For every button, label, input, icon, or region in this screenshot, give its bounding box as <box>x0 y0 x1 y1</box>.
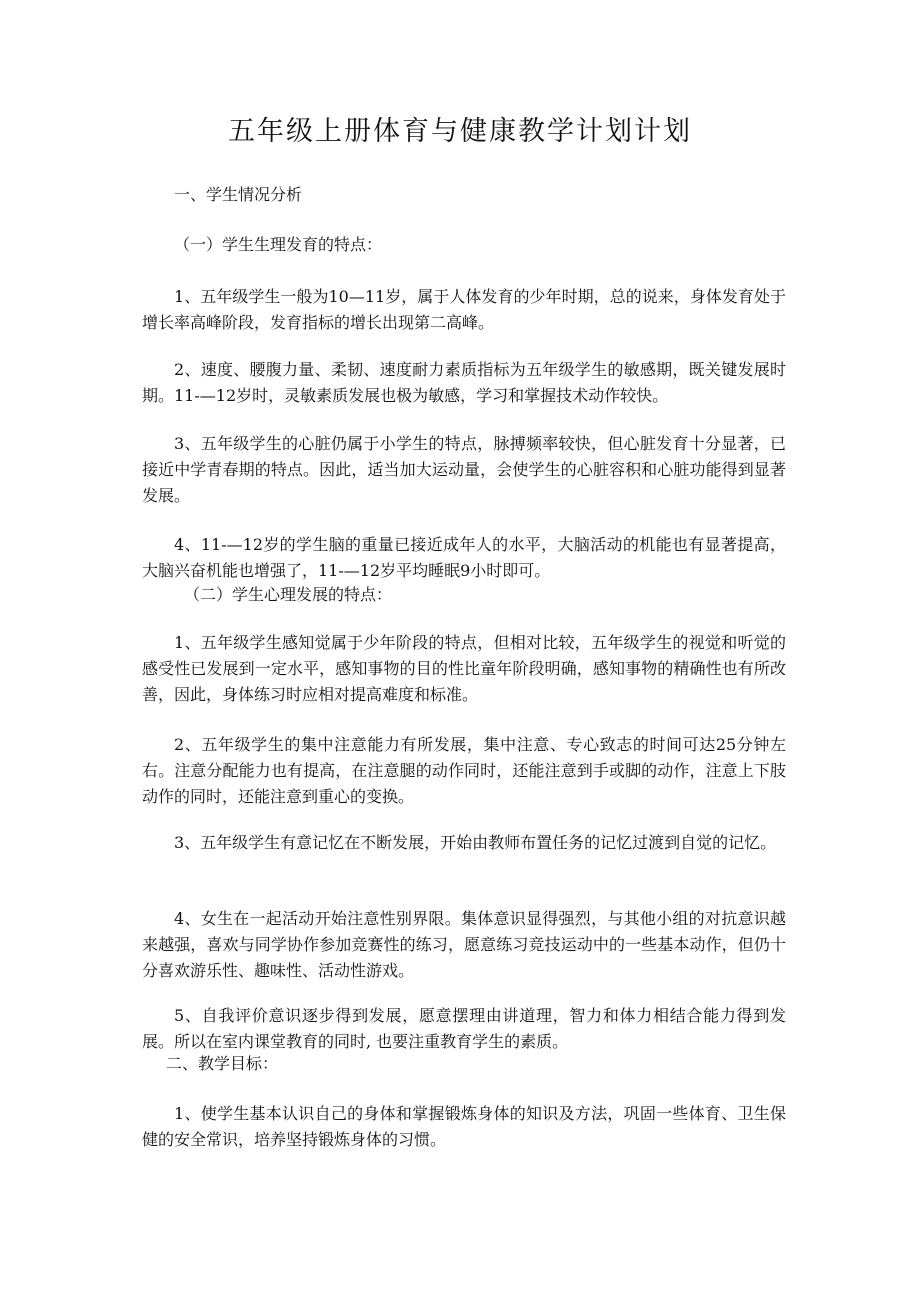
subsection-heading-physiology: （一）学生生理发育的特点： <box>174 235 383 254</box>
physiology-item-1: 1、五年级学生一般为10—11岁，属于人体发育的少年时期，总的说来，身体发育处于增长率高峰阶段，发育指标的增长出现第二高峰。 <box>142 287 786 332</box>
subsection-heading-psychology: （二）学生心理发展的特点： <box>184 585 393 604</box>
physiology-item-4: 4、11-—12岁的学生脑的重量已接近成年人的水平，大脑活动的机能也有显著提高，大脑兴奋机能也增强了，11-—12岁平均睡眠9小时即可。 <box>142 535 786 580</box>
psychology-item-4: 4、女生在一起活动开始注意性别界限。集体意识显得强烈，与其他小组的对抗意识越来越强，喜欢与同学协作参加竞赛性的练习，愿意练习竞技运动中的一些基本动作，但仍十分喜欢游乐性、趣味性、活动性游戏。 <box>142 909 786 980</box>
document-title: 五年级上册体育与健康教学计划计划 <box>228 116 692 147</box>
section-heading-teaching-goals: 二、教学目标： <box>166 1054 279 1073</box>
psychology-item-1: 1、五年级学生感知觉属于少年阶段的特点，但相对比较，五年级学生的视觉和听觉的感受性已发展到一定水平，感知事物的目的性比童年阶段明确，感知事物的精确性也有所改善，因此，身体练习时应相对提高难度和标准。 <box>142 633 786 704</box>
physiology-item-2: 2、速度、腰腹力量、柔韧、速度耐力素质指标为五年级学生的敏感期，既关键发展时期。11-—12岁时，灵敏素质发展也极为敏感，学习和掌握技术动作较快。 <box>142 360 786 405</box>
section-heading-student-analysis: 一、学生情况分析 <box>174 185 303 204</box>
physiology-item-3: 3、五年级学生的心脏仍属于小学生的特点，脉搏频率较快，但心脏发育十分显著，已接近中学青春期的特点。因此，适当加大运动量，会使学生的心脏容积和心脏功能得到显著发展。 <box>142 434 786 505</box>
psychology-item-5: 5、自我评价意识逐步得到发展，愿意摆理由讲道理，智力和体力相结合能力得到发展。所以在室内课堂教育的同时, 也要注重教育学生的素质。 <box>142 1006 786 1051</box>
psychology-item-3: 3、五年级学生有意记忆在不断发展，开始由教师布置任务的记忆过渡到自觉的记忆。 <box>174 833 777 852</box>
psychology-item-2: 2、五年级学生的集中注意能力有所发展，集中注意、专心致志的时间可达25分钟左右。注意分配能力也有提高，在注意腿的动作同时，还能注意到手或脚的动作，注意上下肢动作的同时，还能注意到重心的变换。 <box>142 735 786 806</box>
teaching-goal-item-1: 1、使学生基本认识自己的身体和掌握锻炼身体的知识及方法，巩固一些体育、卫生保健的安全常识，培养坚持锻炼身体的习惯。 <box>142 1104 786 1149</box>
